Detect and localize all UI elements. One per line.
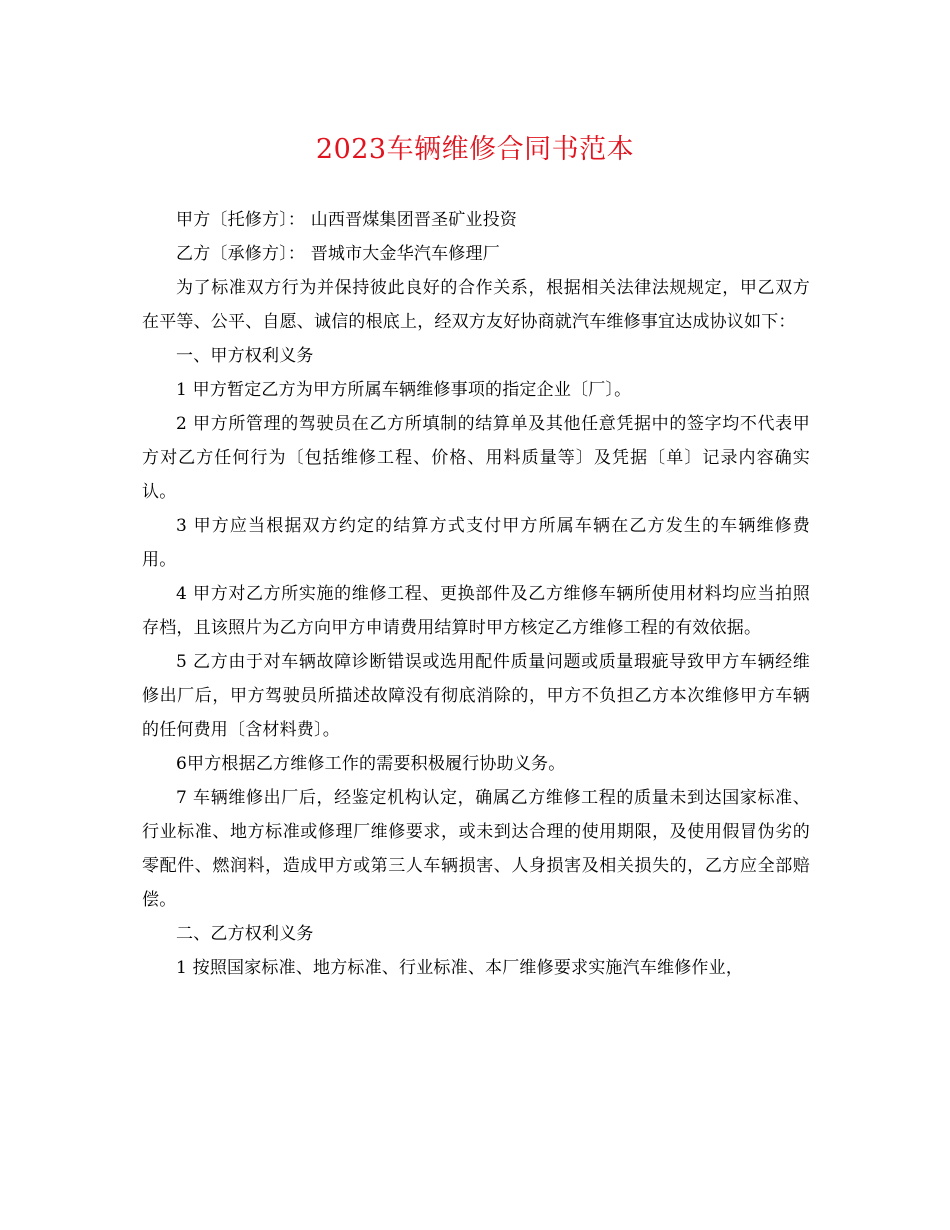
party-a-line: 甲方〔托修方〕： 山西晋煤集团晋圣矿业投资 [176,210,518,230]
clause-a-1: 1 甲方暂定乙方为甲方所属车辆维修事项的指定企业〔厂〕。 [176,380,632,400]
clause-a-7: 7 车辆维修出厂后，经鉴定机构认定，确属乙方维修工程的质量未到达国家标准、行业标准、地方标准或修理厂维修要求，或未到达合理的使用期限，及使用假冒伪劣的零配件、燃润料，造成甲方或第三人车辆损害、人身损害及相关损失的，乙方应全部赔偿。 [142,788,810,910]
clause-a-6: 6甲方根据乙方维修工作的需要积极履行协助义务。 [176,754,566,774]
document-title: 2023车辆维修合同书范本 [315,134,635,165]
clause-a-3: 3 甲方应当根据双方约定的结算方式支付甲方所属车辆在乙方发生的车辆维修费用。 [142,516,810,570]
clause-b-1: 1 按照国家标准、地方标准、行业标准、本厂维修要求实施汽车维修作业， [176,958,744,978]
clause-a-2: 2 甲方所管理的驾驶员在乙方所填制的结算单及其他任意凭据中的签字均不代表甲方对乙方任何行为〔包括维修工程、价格、用料质量等〕及凭据〔单〕记录内容确实认。 [142,414,810,502]
clause-a-5: 5 乙方由于对车辆故障诊断错误或选用配件质量问题或质量瑕疵导致甲方车辆经维修出厂后，甲方驾驶员所描述故障没有彻底消除的，甲方不负担乙方本次维修甲方车辆的任何费用〔含材料费〕。 [142,652,810,740]
document-body [142,203,810,985]
clause-a-4: 4 甲方对乙方所实施的维修工程、更换部件及乙方维修车辆所使用材料均应当拍照存档，且该照片为乙方向甲方申请费用结算时甲方核定乙方维修工程的有效依据。 [142,584,810,638]
section-heading-party-b: 二、乙方权利义务 [176,924,314,944]
party-b-line: 乙方〔承修方〕： 晋城市大金华汽车修理厂 [176,244,500,264]
section-heading-party-a: 一、甲方权利义务 [176,346,314,366]
preamble-paragraph: 为了标准双方行为并保持彼此良好的合作关系，根据相关法律法规规定，甲乙双方在平等、公平、自愿、诚信的根底上，经双方友好协商就汽车维修事宜达成协议如下： [142,278,810,332]
